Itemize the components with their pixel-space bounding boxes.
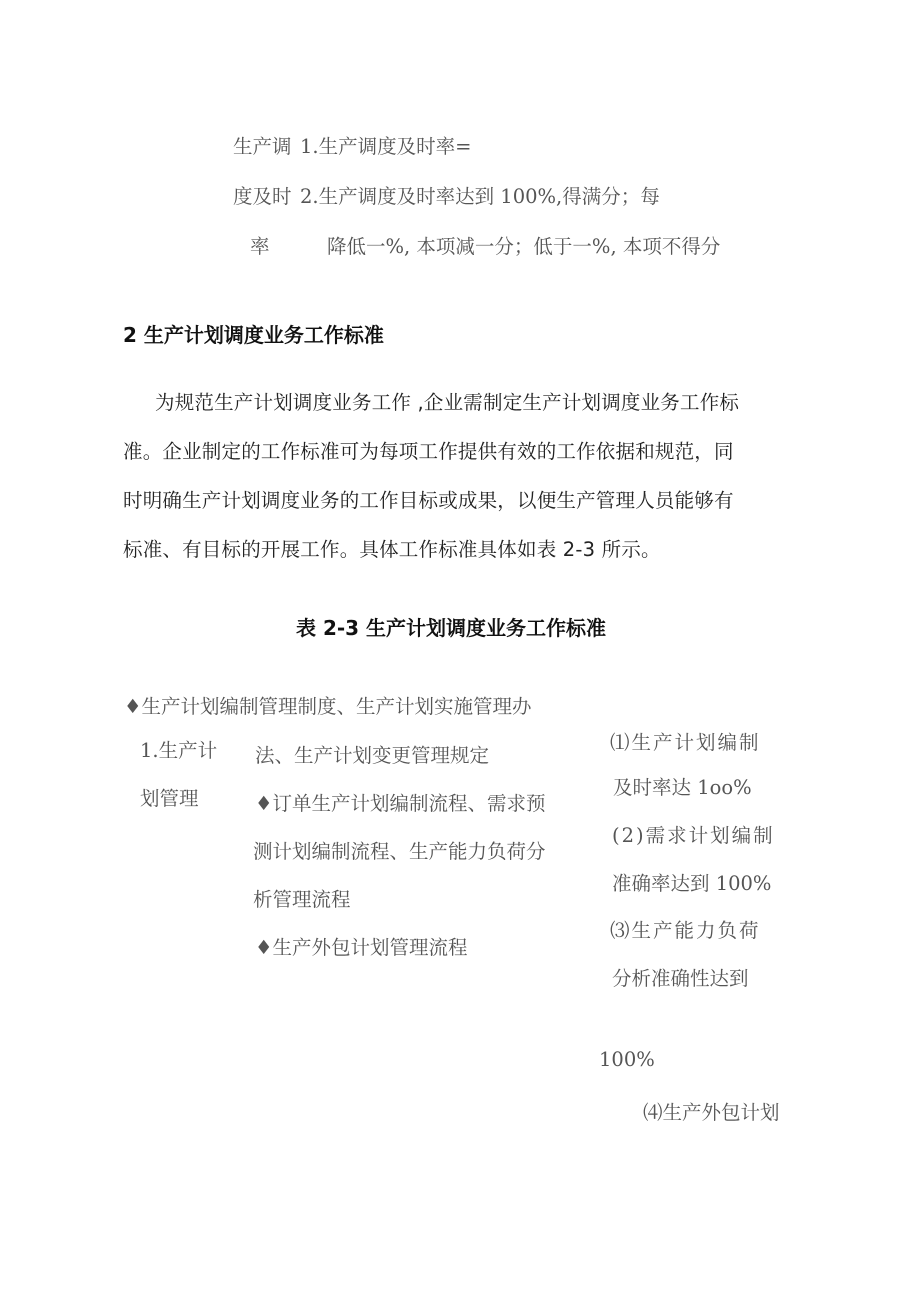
standard-line-4: 准确率达到 100% <box>612 872 772 895</box>
row-text-2: 2.生产调度及时率达到 100%,得满分；每 <box>300 185 660 208</box>
table-title: 表 2-3 生产计划调度业务工作标准 <box>296 616 607 640</box>
row-text-3: 降低一%, 本项减一分；低于一%, 本项不得分 <box>327 235 721 258</box>
item-label-line-1: 1.生产计 <box>140 739 218 762</box>
content-line-3: 测计划编制流程、生产能力负荷分 <box>253 840 546 863</box>
standard-line-3: (2)需求计划编制 <box>612 824 775 847</box>
row-text-1: 1.生产调度及时率= <box>300 135 472 158</box>
standard-line-1: ⑴生产计划编制 <box>610 731 761 754</box>
content-line-4: 析管理流程 <box>253 888 351 911</box>
paragraph-line-4: 标准、有目标的开展工作。具体工作标准具体如表 2-3 所示。 <box>123 538 661 561</box>
content-line-5: ♦生产外包计划管理流程 <box>255 936 468 959</box>
trailing-item: ⑷生产外包计划 <box>643 1101 780 1124</box>
row-label-2: 度及时 <box>233 185 292 208</box>
paragraph-line-1: 为规范生产计划调度业务工作 ,企业需制定生产计划调度业务工作标 <box>155 391 740 414</box>
paragraph-line-2: 准。企业制定的工作标准可为每项工作提供有效的工作依据和规范，同 <box>123 440 734 463</box>
content-line-2: ♦订单生产计划编制流程、需求预 <box>255 792 546 815</box>
table-first-line: ♦生产计划编制管理制度、生产计划实施管理办 <box>124 695 532 718</box>
standard-line-2: 及时率达 1oo% <box>613 776 752 799</box>
standard-line-6: 分析准确性达到 <box>612 967 749 990</box>
paragraph-line-3: 时明确生产计划调度业务的工作目标或成果，以便生产管理人员能够有 <box>123 489 734 512</box>
section-heading: 2 生产计划调度业务工作标准 <box>123 323 384 347</box>
row-label-3: 率 <box>250 235 270 258</box>
standard-line-5: ⑶生产能力负荷 <box>610 919 761 942</box>
content-line-1: 法、生产计划变更管理规定 <box>255 744 490 767</box>
item-label-line-2: 划管理 <box>140 787 199 810</box>
row-label-1: 生产调 <box>233 135 292 158</box>
trailing-value: 100% <box>599 1048 655 1071</box>
